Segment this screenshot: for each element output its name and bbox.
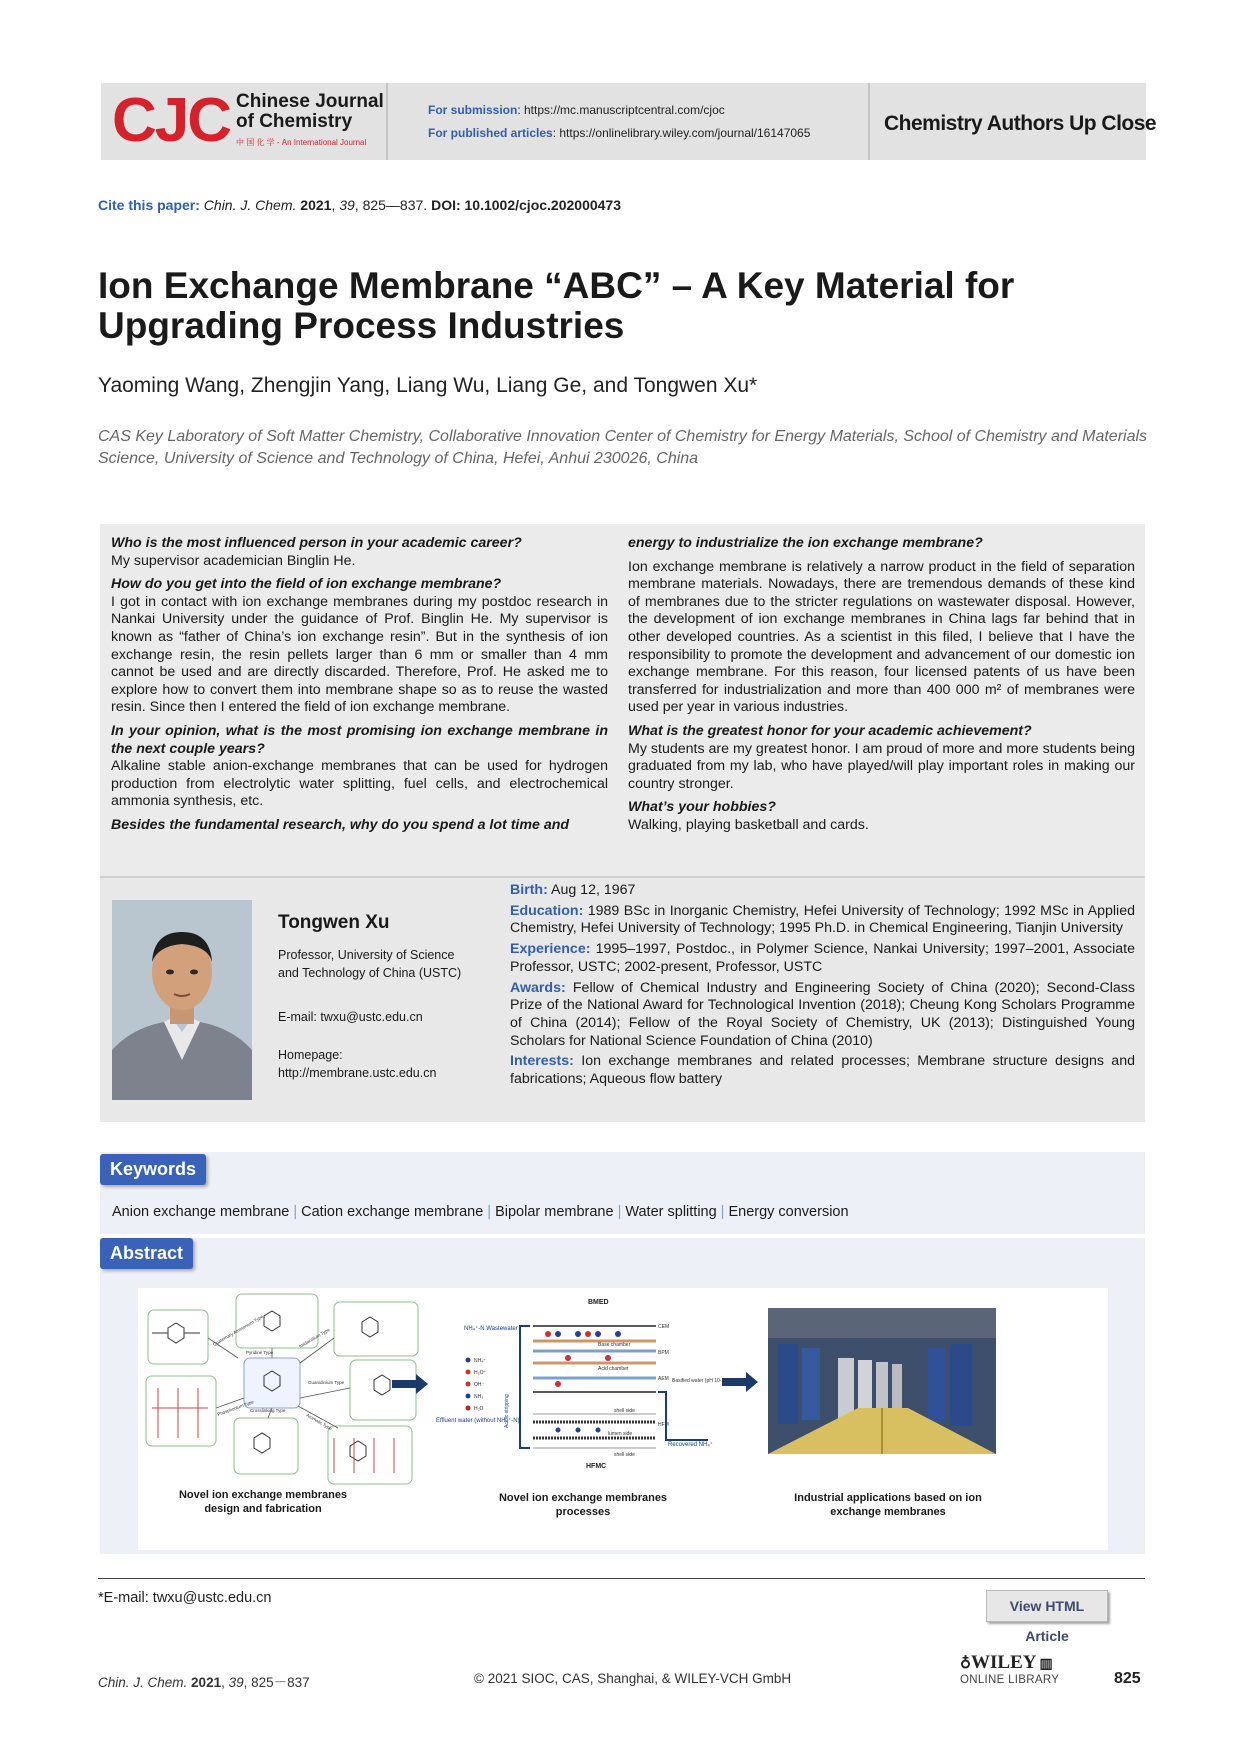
- author-details: [510, 882, 1135, 1092]
- crosslinking-type-label: Crosslinking Type: [250, 1408, 286, 1413]
- interview-question: What is the greatest honor for your academic achievement?: [628, 722, 1032, 739]
- footer-citation: Chin. J. Chem. 2021, 39, 825－837: [98, 1675, 310, 1690]
- phosphonium-type-label: Phosphonium Type: [216, 1399, 255, 1417]
- svg-text:OH⁻: OH⁻: [474, 1382, 485, 1388]
- author-email[interactable]: E-mail: twxu@ustc.edu.cn: [278, 1010, 423, 1024]
- svg-text:BPM: BPM: [658, 1350, 669, 1356]
- article-title: Ion Exchange Membrane “ABC” – A Key Material for Upgrading Process Industries: [98, 265, 1015, 346]
- interview-question: What’s your hobbies?: [628, 799, 776, 816]
- bio-interests: Interests: Ion exchange membranes and related processes; Membrane structure designs and fabrications; Aqueous flow battery: [510, 1053, 1135, 1088]
- svg-text:shell side: shell side: [614, 1408, 635, 1414]
- interview-question: Besides the fundamental research, why do you spend a lot time and: [111, 816, 570, 833]
- interview-answer: Ion exchange membrane is relatively a narrow product in the field of separation membrane materials. Nowadays, there are tremendous demands of these kind of membranes due to the stricter regulations on wastewater disposal. However, the development of ion exchange membranes in China lags far behind that in other developed countries. As a scientist in this filed, I believe that I have the responsibility to promote the development and advancement of our domestic ion exchange membrane. For this reason, four licensed patents of us have been transferred for industrialization and more than 400 000 m² of membranes were used per year in various industries.: [628, 558, 1135, 716]
- affiliation: CAS Key Laboratory of Soft Matter Chemistry, Collaborative Innovation Center of Chemistry for Energy Materials, School of Chemistry and Materials Science, University of Science and Technology of China, Hefei, Anhui 230026, China: [98, 428, 1148, 467]
- svg-text:HFMC: HFMC: [586, 1463, 607, 1470]
- figure-caption-design: Novel ion exchange membranes design and fabrication: [178, 1489, 348, 1515]
- quaternary-type-label: Quaternary Ammonium Type: [212, 1313, 265, 1347]
- keyword-separator: |: [720, 1204, 725, 1220]
- journal-name: Chinese Journal of Chemistry: [236, 91, 384, 132]
- author-photo: [112, 900, 252, 1100]
- svg-text:BMED: BMED: [588, 1299, 609, 1306]
- pyridine-type-label: Pyridine Type: [246, 1350, 274, 1355]
- svg-text:HFM: HFM: [658, 1422, 669, 1428]
- svg-text:Recovered NH₄⁺: Recovered NH₄⁺: [668, 1442, 713, 1448]
- svg-text:H₂O: H₂O: [474, 1406, 484, 1412]
- journal-logo: CJC: [112, 86, 231, 155]
- bmed-hfmc-diagram: [436, 1299, 729, 1470]
- guanidinium-type-label: Guanidinium Type: [308, 1380, 345, 1385]
- interview-answer: I got in contact with ion exchange membranes during my postdoc research in Nankai University under the guidance of Prof. Binglin He. My supervisor is known as “father of China’s ion exchange resin”. But in the synthesis of ion exchange resin, the resin pellets larger than 6 mm or smaller than 4 mm cannot be used and are directly discarded. Therefore, Prof. He asked me to explore how to convert them into membrane shape so as to reuse the wasted resin. Since then I entered the field of ion exchange membrane.: [111, 593, 608, 716]
- doi-link[interactable]: DOI: 10.1002/cjoc.202000473: [431, 197, 621, 213]
- interview-answer: My students are my greatest honor. I am proud of more and more students being graduated from my lab, who have played/will play important roles in making our country stronger.: [628, 740, 1135, 792]
- author-name: Tongwen Xu: [278, 912, 390, 933]
- interview-answer: My supervisor academician Binglin He.: [111, 552, 356, 569]
- svg-text:CEM: CEM: [658, 1324, 670, 1330]
- view-html-article-button[interactable]: View HTML Article: [986, 1590, 1108, 1622]
- wiley-wordmark: ♁WILEY ▥: [960, 1652, 1053, 1673]
- author-homepage[interactable]: Homepage: http://membrane.ustc.edu.cn: [278, 1048, 437, 1080]
- banner-divider: [386, 83, 388, 160]
- svg-text:AEM: AEM: [658, 1376, 669, 1382]
- svg-text:Effluent water (without NH₄⁺-N: Effluent water (without NH₄⁺-N): [436, 1418, 520, 1424]
- industrial-photo: [768, 1308, 996, 1454]
- figure-caption-processes: Novel ion exchange membranes processes: [498, 1492, 668, 1518]
- keyword-item: Energy conversion: [728, 1204, 849, 1220]
- svg-text:NH₃: NH₃: [474, 1394, 484, 1400]
- keyword-item: Water splitting: [625, 1204, 717, 1220]
- corresponding-email[interactable]: *E-mail: twxu@ustc.edu.cn: [98, 1590, 272, 1606]
- svg-text:shell side: shell side: [614, 1452, 635, 1458]
- keyword-item: Bipolar membrane: [495, 1204, 614, 1220]
- keyword-separator: |: [293, 1204, 298, 1220]
- interview-question: In your opinion, what is the most promising ion exchange membrane in the next couple years?: [111, 722, 608, 757]
- keywords-heading: Keywords: [100, 1154, 206, 1185]
- wiley-logo[interactable]: ♁WILEY ▥ ONLINE LIBRARY: [960, 1652, 1060, 1686]
- interview-column-right: [628, 535, 1135, 835]
- wiley-icon: ♁: [960, 1656, 971, 1672]
- journal-subtitle: 中 国 化 学 - An International Journal: [236, 138, 367, 147]
- svg-text:Base chamber: Base chamber: [598, 1342, 631, 1348]
- portrait-image: [112, 900, 252, 1100]
- bio-experience: Experience: 1995–1997, Postdoc., in Polymer Science, Nankai University; 1997–2001, Associate Professor, USTC; 2002-present, Professor, USTC: [510, 941, 1135, 975]
- interview-column-left: [111, 535, 608, 835]
- published-articles-line[interactable]: For published articles: https://onlinelibrary.wiley.com/journal/16147065: [428, 126, 811, 140]
- svg-text:Acidic stripping: Acidic stripping: [504, 1394, 510, 1428]
- svg-text:NH₄⁺-N Wastewater: NH₄⁺-N Wastewater: [464, 1326, 518, 1332]
- aromatic-type-label: Aromatic Type: [305, 1412, 333, 1432]
- author-position: Professor, University of Science and Technology of China (USTC): [278, 948, 462, 980]
- abstract-graphic: [138, 1288, 1108, 1550]
- interview-question: Who is the most influenced person in your academic career?: [111, 535, 522, 551]
- bio-education: Education: 1989 BSc in Inorganic Chemistry, Hefei University of Technology; 1992 MSc in Applied Chemistry, Hefei University of Technology; 1995 Ph.D. in Chemical Engineering, Tianjin University: [510, 902, 1135, 937]
- svg-text:Acid chamber: Acid chamber: [598, 1366, 629, 1372]
- citation-line: Cite this paper: Chin. J. Chem. 2021, 39, 825—837. DOI: 10.1002/cjoc.202000473: [98, 197, 621, 213]
- svg-text:lumen side: lumen side: [608, 1431, 633, 1437]
- keyword-separator: |: [487, 1204, 492, 1220]
- footer-copyright: © 2021 SIOC, CAS, Shanghai, & WILEY-VCH GmbH: [474, 1671, 792, 1686]
- interview-answer: Alkaline stable anion-exchange membranes that can be used for hydrogen production from electrolytic water splitting, fuel cells, and electrochemical ammonia synthesis, etc.: [111, 758, 608, 810]
- abstract-heading: Abstract: [100, 1238, 193, 1269]
- svg-text:Basified water (pH 10-12): Basified water (pH 10-12): [672, 1378, 729, 1384]
- figure-caption-industrial: Industrial applications based on ion exchange membranes: [794, 1492, 982, 1518]
- molecule-structures: [146, 1294, 418, 1484]
- keyword-separator: |: [617, 1204, 622, 1220]
- submission-line[interactable]: For submission: https://mc.manuscriptcentral.com/cjoc: [428, 103, 725, 117]
- imidazolium-type-label: Imidazolium Type: [298, 1327, 331, 1349]
- page-number: 825: [1114, 1670, 1141, 1687]
- interview-answer: Walking, playing basketball and cards.: [628, 816, 869, 833]
- author-list: Yaoming Wang, Zhengjin Yang, Liang Wu, Liang Ge, and Tongwen Xu*: [98, 374, 758, 397]
- flow-arrow: [392, 1374, 428, 1394]
- section-title: Chemistry Authors Up Close: [884, 112, 1157, 135]
- bio-awards: Awards: Fellow of Chemical Industry and Engineering Society of China (2020); Second-Class Prize of the National Award for Technological Invention (2018); Cheung Kong Scholars Programme of China (2014); Fellow of the Royal Society of Chemistry, UK (2013); Distinguished Young Scholars for National Science Foundation of China (2010): [510, 979, 1135, 1049]
- footnote-rule: [98, 1578, 1145, 1579]
- interview-question: energy to industrialize the ion exchange membrane?: [628, 535, 983, 551]
- keyword-list: [112, 1204, 849, 1220]
- keyword-item: Cation exchange membrane: [301, 1204, 484, 1220]
- interview-question: How do you get into the field of ion exchange membrane?: [111, 576, 502, 593]
- bio-birth: Birth: Aug 12, 1967: [510, 882, 636, 898]
- svg-text:NH₄⁺: NH₄⁺: [474, 1358, 486, 1364]
- homepage-link[interactable]: http://membrane.ustc.edu.cn: [278, 1066, 437, 1080]
- keyword-item: Anion exchange membrane: [112, 1204, 290, 1220]
- banner-divider: [868, 83, 870, 160]
- keywords-box: [100, 1152, 1145, 1234]
- library-books-icon: ▥: [1039, 1657, 1053, 1672]
- svg-text:H₃O⁺: H₃O⁺: [474, 1370, 487, 1376]
